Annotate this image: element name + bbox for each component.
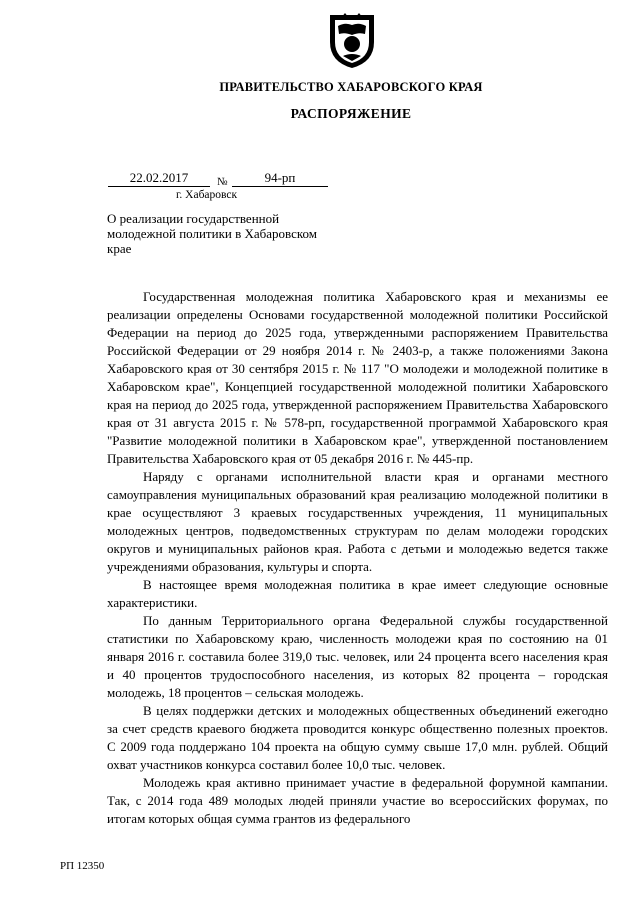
registration-code: РП 12350 xyxy=(60,860,105,872)
paragraph: В настоящее время молодежная политика в крае имеет следующие основные характеристики. xyxy=(107,577,608,610)
city-label: г. Хабаровск xyxy=(176,189,238,201)
paragraph: По данным Территориального органа Федеральной службы государственной статистики по Хабаровскому краю, численность молодежи края по состоянию на 01 января 2016 г. составила более 319,0 тыс. человек, или 24 процента всего населения края и 40 процентов трудоспособного населения, из которых 82 процента – городская молодежь, 18 процентов – сельская молодежь. xyxy=(107,613,608,700)
paragraph: Государственная молодежная политика Хабаровского края и механизмы ее реализации определены Основами государственной молодежной политики Российской Федерации на период до 2025 года, утвержденными распоряжением Правительства Российской Федерации от 29 ноября 2014 г. № 2403-р, а также положениями Закона Хабаровского края от 30 сентября 2015 г. № 117 "О молодежи и молодежной политике в Хабаровском крае", Концепцией государственной молодежной политики Хабаровского края на период до 2025 года, утвержденной распоряжением Правительства Хабаровского края от 31 августа 2015 г. № 578-рп, государственной программой Хабаровского края "Развитие молодежной политики в Хабаровском крае", утвержденной постановлением Правительства Хабаровского края от 05 декабря 2016 г. № 445-пр. xyxy=(107,289,608,466)
coat-of-arms-icon xyxy=(327,12,377,70)
document-date: 22.02.2017 xyxy=(108,171,210,187)
document-type: РАСПОРЯЖЕНИЕ xyxy=(290,106,412,121)
paragraph: Наряду с органами исполнительной власти края и органами местного самоуправления муниципальных образований края реализацию молодежной политики в крае осуществляют 3 краевых государственных учреждения, 11 муниципальных молодежных центров, подведомственных структурам по делам молодежи городских округов и муниципальных районов края. Работа с детьми и молодежью ведется также учреждениями образования, культуры и спорта. xyxy=(107,469,608,574)
document-subject: О реализации государственной молодежной политики в Хабаровском крае xyxy=(107,211,317,256)
document-number: 94-рп xyxy=(232,171,328,187)
paragraph: Молодежь края активно принимает участие в федеральной форумной кампании. Так, с 2014 года 489 молодых людей приняли участие во всероссийских форумах, по итогам которых общая сумма грантов из федерального xyxy=(107,775,608,826)
document-body xyxy=(107,288,608,828)
number-sign: № xyxy=(217,176,228,188)
government-name: ПРАВИТЕЛЬСТВО ХАБАРОВСКОГО КРАЯ xyxy=(219,80,483,94)
paragraph: В целях поддержки детских и молодежных общественных объединений ежегодно за счет средств краевого бюджета проводится конкурс общественно полезных проектов. С 2009 года поддержано 104 проекта на общую сумму свыше 17,0 млн. рублей. Общий охват участников конкурса составил более 10,0 тыс. человек. xyxy=(107,703,608,772)
